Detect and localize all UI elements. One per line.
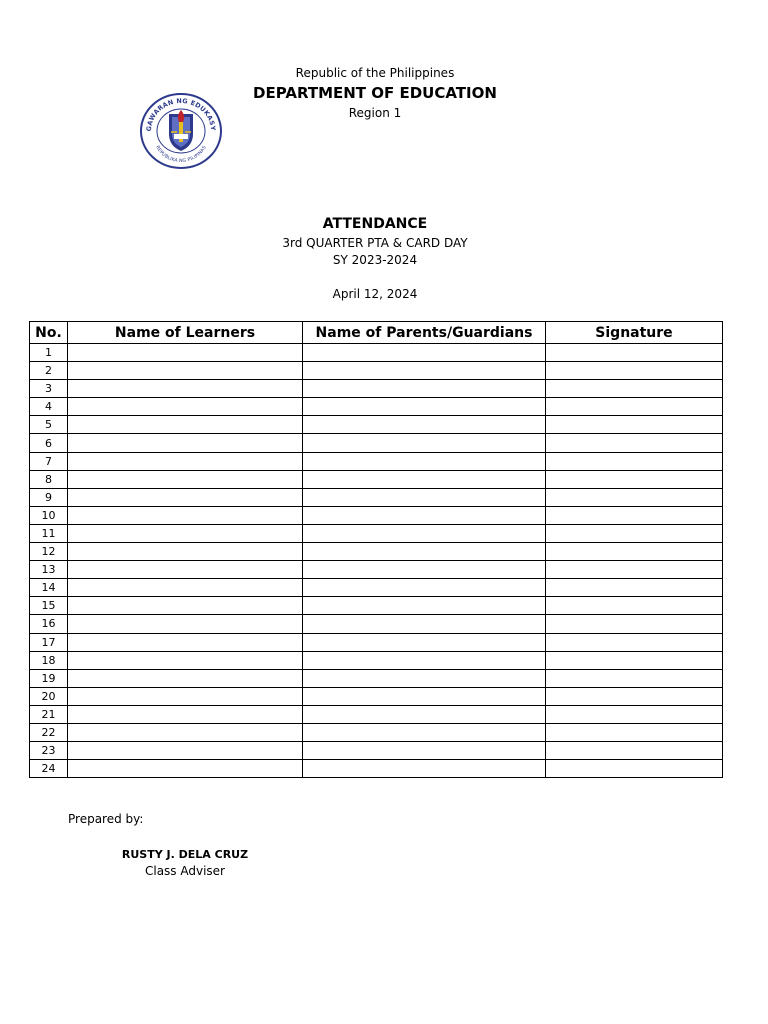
document-titles (0, 213, 750, 303)
svg-text:KAGAWARAN NG EDUKASYON: GAWARAN NG EDUKASY (144, 96, 218, 132)
table-row (30, 344, 723, 362)
learner-name-cell[interactable] (68, 398, 303, 416)
table-body (30, 344, 723, 778)
signature-cell[interactable] (546, 506, 723, 524)
signature-cell[interactable] (546, 633, 723, 651)
row-number-cell: 15 (30, 597, 68, 615)
table-row (30, 416, 723, 434)
learner-name-cell[interactable] (68, 633, 303, 651)
parent-name-cell[interactable] (303, 470, 546, 488)
region-heading: Region 1 (348, 106, 402, 120)
col-header-no: No. (30, 322, 68, 344)
table-row (30, 561, 723, 579)
parent-name-cell[interactable] (303, 434, 546, 452)
col-header-parents: Name of Parents/Guardians (303, 322, 546, 344)
table-row (30, 687, 723, 705)
table-row (30, 380, 723, 398)
learner-name-cell[interactable] (68, 362, 303, 380)
republic-heading: Republic of the Philippines (295, 66, 455, 80)
document-header (0, 64, 750, 122)
row-number-cell: 5 (30, 416, 68, 434)
learner-name-cell[interactable] (68, 470, 303, 488)
signature-cell[interactable] (546, 742, 723, 760)
row-number-cell: 4 (30, 398, 68, 416)
signature-cell[interactable] (546, 543, 723, 561)
parent-name-cell[interactable] (303, 362, 546, 380)
learner-name-cell[interactable] (68, 416, 303, 434)
parent-name-cell[interactable] (303, 579, 546, 597)
signature-cell[interactable] (546, 579, 723, 597)
row-number-cell: 17 (30, 633, 68, 651)
prepared-by-label: Prepared by: (68, 812, 144, 826)
signature-cell[interactable] (546, 434, 723, 452)
parent-name-cell[interactable] (303, 398, 546, 416)
parent-name-cell[interactable] (303, 597, 546, 615)
parent-name-cell[interactable] (303, 506, 546, 524)
table-row (30, 597, 723, 615)
parent-name-cell[interactable] (303, 651, 546, 669)
signature-cell[interactable] (546, 470, 723, 488)
signature-cell[interactable] (546, 669, 723, 687)
table-row (30, 506, 723, 524)
signature-cell[interactable] (546, 760, 723, 778)
row-number-cell: 3 (30, 380, 68, 398)
table-row (30, 742, 723, 760)
parent-name-cell[interactable] (303, 615, 546, 633)
signature-cell[interactable] (546, 416, 723, 434)
row-number-cell: 22 (30, 723, 68, 741)
signer-name: RUSTY J. DELA CRUZ (121, 848, 249, 861)
learner-name-cell[interactable] (68, 597, 303, 615)
row-number-cell: 2 (30, 362, 68, 380)
parent-name-cell[interactable] (303, 705, 546, 723)
learner-name-cell[interactable] (68, 543, 303, 561)
parent-name-cell[interactable] (303, 452, 546, 470)
learner-name-cell[interactable] (68, 488, 303, 506)
signature-cell[interactable] (546, 398, 723, 416)
col-header-learners: Name of Learners (68, 322, 303, 344)
svg-text:REPUBLIKA NG PILIPINAS: REPUBLIKA NG PILIPINAS (154, 145, 208, 165)
learner-name-cell[interactable] (68, 651, 303, 669)
table-row (30, 615, 723, 633)
row-number-cell: 16 (30, 615, 68, 633)
signature-cell[interactable] (546, 687, 723, 705)
row-number-cell: 14 (30, 579, 68, 597)
parent-name-cell[interactable] (303, 344, 546, 362)
parent-name-cell[interactable] (303, 524, 546, 542)
parent-name-cell[interactable] (303, 488, 546, 506)
parent-name-cell[interactable] (303, 380, 546, 398)
learner-name-cell[interactable] (68, 506, 303, 524)
row-number-cell: 24 (30, 760, 68, 778)
table-row (30, 470, 723, 488)
table-row (30, 362, 723, 380)
table-row (30, 579, 723, 597)
learner-name-cell[interactable] (68, 760, 303, 778)
table-row (30, 669, 723, 687)
row-number-cell: 7 (30, 452, 68, 470)
parent-name-cell[interactable] (303, 633, 546, 651)
signature-cell[interactable] (546, 723, 723, 741)
signature-cell[interactable] (546, 615, 723, 633)
learner-name-cell[interactable] (68, 669, 303, 687)
document-subtitle: 3rd QUARTER PTA & CARD DAY (282, 236, 468, 250)
table-row (30, 488, 723, 506)
row-number-cell: 8 (30, 470, 68, 488)
signature-cell[interactable] (546, 561, 723, 579)
row-number-cell: 19 (30, 669, 68, 687)
learner-name-cell[interactable] (68, 705, 303, 723)
row-number-cell: 11 (30, 524, 68, 542)
learner-name-cell[interactable] (68, 723, 303, 741)
signature-cell[interactable] (546, 705, 723, 723)
department-heading: DEPARTMENT OF EDUCATION (253, 84, 497, 102)
signer-role: Class Adviser (144, 864, 225, 878)
school-year: SY 2023-2024 (332, 253, 418, 267)
row-number-cell: 20 (30, 687, 68, 705)
signature-cell[interactable] (546, 452, 723, 470)
signature-cell[interactable] (546, 380, 723, 398)
table-row (30, 452, 723, 470)
table-row (30, 543, 723, 561)
learner-name-cell[interactable] (68, 615, 303, 633)
row-number-cell: 1 (30, 344, 68, 362)
learner-name-cell[interactable] (68, 434, 303, 452)
signature-cell[interactable] (546, 488, 723, 506)
table-row (30, 651, 723, 669)
learner-name-cell[interactable] (68, 452, 303, 470)
learner-name-cell[interactable] (68, 344, 303, 362)
learner-name-cell[interactable] (68, 579, 303, 597)
row-number-cell: 13 (30, 561, 68, 579)
parent-name-cell[interactable] (303, 723, 546, 741)
table-row (30, 398, 723, 416)
table-row (30, 434, 723, 452)
document-title: ATTENDANCE (322, 216, 428, 232)
table-row (30, 705, 723, 723)
row-number-cell: 6 (30, 434, 68, 452)
table-row (30, 760, 723, 778)
learner-name-cell[interactable] (68, 380, 303, 398)
row-number-cell: 21 (30, 705, 68, 723)
signature-cell[interactable] (546, 344, 723, 362)
parent-name-cell[interactable] (303, 561, 546, 579)
row-number-cell: 9 (30, 488, 68, 506)
signature-cell[interactable] (546, 597, 723, 615)
parent-name-cell[interactable] (303, 687, 546, 705)
table-header-row (30, 322, 723, 344)
parent-name-cell[interactable] (303, 742, 546, 760)
parent-name-cell[interactable] (303, 669, 546, 687)
document-date: April 12, 2024 (332, 287, 418, 301)
row-number-cell: 18 (30, 651, 68, 669)
parent-name-cell[interactable] (303, 760, 546, 778)
signature-cell[interactable] (546, 651, 723, 669)
table-row (30, 633, 723, 651)
col-header-signature: Signature (546, 322, 723, 344)
row-number-cell: 10 (30, 506, 68, 524)
table-row (30, 524, 723, 542)
signature-cell[interactable] (546, 524, 723, 542)
signature-block (110, 846, 260, 880)
learner-name-cell[interactable] (68, 687, 303, 705)
row-number-cell: 12 (30, 543, 68, 561)
table-row (30, 723, 723, 741)
signature-cell[interactable] (546, 362, 723, 380)
row-number-cell: 23 (30, 742, 68, 760)
parent-name-cell[interactable] (303, 416, 546, 434)
learner-name-cell[interactable] (68, 524, 303, 542)
learner-name-cell[interactable] (68, 742, 303, 760)
parent-name-cell[interactable] (303, 543, 546, 561)
learner-name-cell[interactable] (68, 561, 303, 579)
deped-seal-logo (138, 92, 224, 170)
attendance-table (29, 321, 723, 778)
